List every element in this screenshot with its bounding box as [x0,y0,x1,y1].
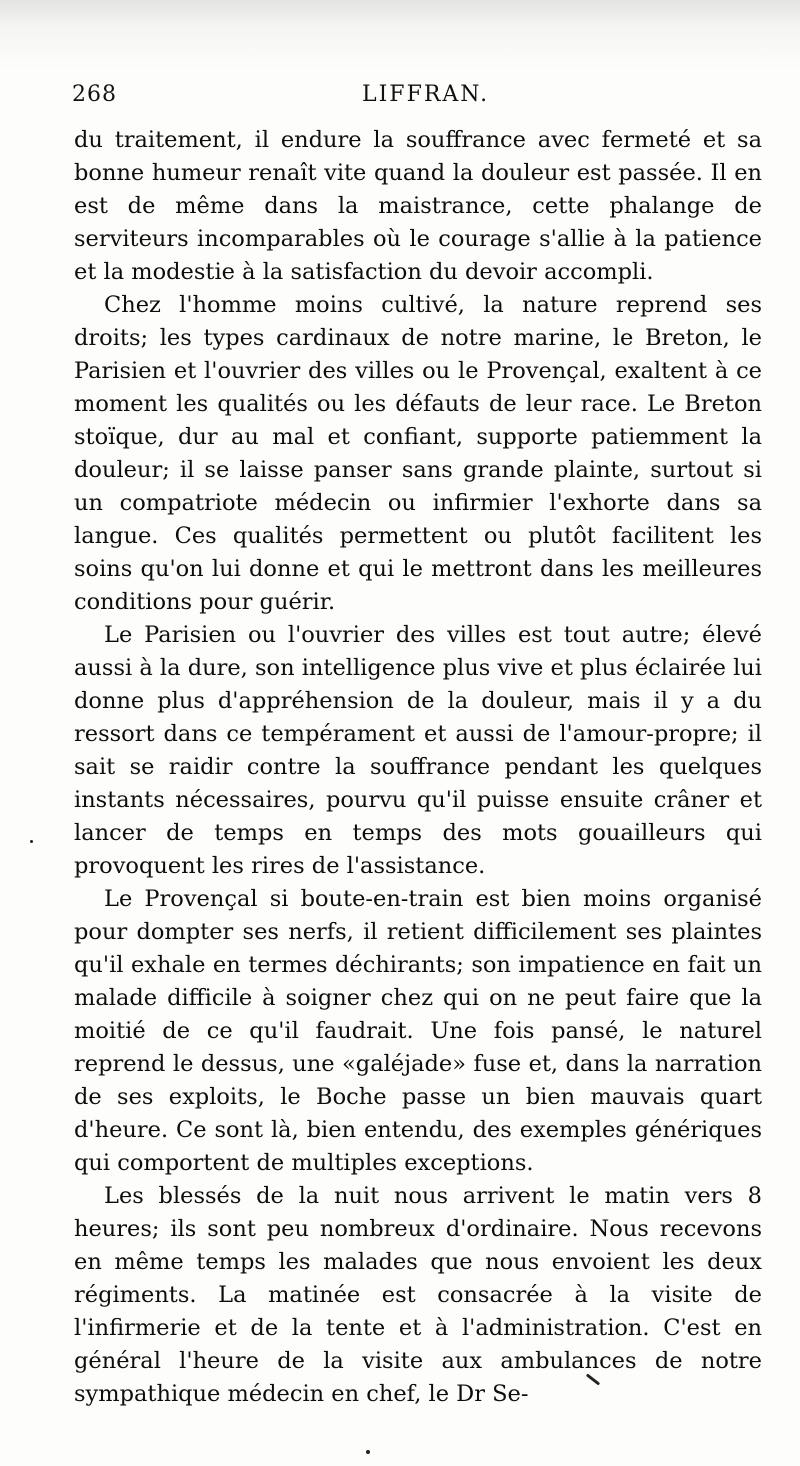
scan-speck [30,840,33,843]
body-text [74,124,762,1411]
paragraph: du traitement, il endure la souffrance avec fermeté et sa bonne humeur renaît vite quand la douleur est passée. Il en est de même dans la maistrance, cette phalange de serviteurs incomparables où le courage s'allie à la patience et la modestie à la satisfaction du devoir accompli. [74,127,762,285]
page-header [72,82,762,116]
scan-speck [366,1450,370,1454]
scan-top-edge [0,0,800,70]
paragraph: Le Parisien ou l'ouvrier des villes est tout autre; élevé aussi à la dure, son intelligence plus vive et plus éclairée lui donne plus d'appréhension de la douleur, mais il y a du ressort dans ce tempérament et aussi de l'amour-propre; il sait se raidir contre la souffrance pendant les quelques instants nécessaires, pourvu qu'il puisse ensuite crâner et lancer de temps en temps des mots gouailleurs qui provoquent les rires de l'assistance. [74,622,762,879]
paragraph: Le Provençal si boute-en-train est bien moins organisé pour dompter ses nerfs, il retient difficilement ses plaintes qu'il exhale en termes déchirants; son impatience en fait un malade difficile à soigner chez qui on ne peut faire que la moitié de ce qu'il faudrait. Une fois pansé, le naturel reprend le dessus, une «galéjade» fuse et, dans la narration de ses exploits, le Boche passe un bien mauvais quart d'heure. Ce sont là, bien entendu, des exemples génériques qui comportent de multiples exceptions. [74,886,762,1176]
running-head: LIFFRAN. [362,82,490,107]
paragraph: Chez l'homme moins cultivé, la nature reprend ses droits; les types cardinaux de notre marine, le Breton, le Parisien et l'ouvrier des villes ou le Provençal, exaltent à ce moment les qualités ou les défauts de leur race. Le Breton stoïque, dur au mal et confiant, supporte patiemment la douleur; il se laisse panser sans grande plainte, surtout si un compatriote médecin ou infirmier l'exhorte dans sa langue. Ces qualités permettent ou plutôt facilitent les soins qu'on lui donne et qui le mettront dans les meilleures conditions pour guérir. [74,292,762,615]
page-number: 268 [72,82,117,107]
paragraph: Les blessés de la nuit nous arrivent le matin vers 8 heures; ils sont peu nombreux d'ordinaire. Nous recevons en même temps les malades que nous envoient les deux régiments. La matinée est consacrée à la visite de l'infirmerie et de la tente et à l'administration. C'est en général l'heure de la visite aux ambulances de notre sympathique médecin en chef, le Dr Se- [74,1183,762,1407]
